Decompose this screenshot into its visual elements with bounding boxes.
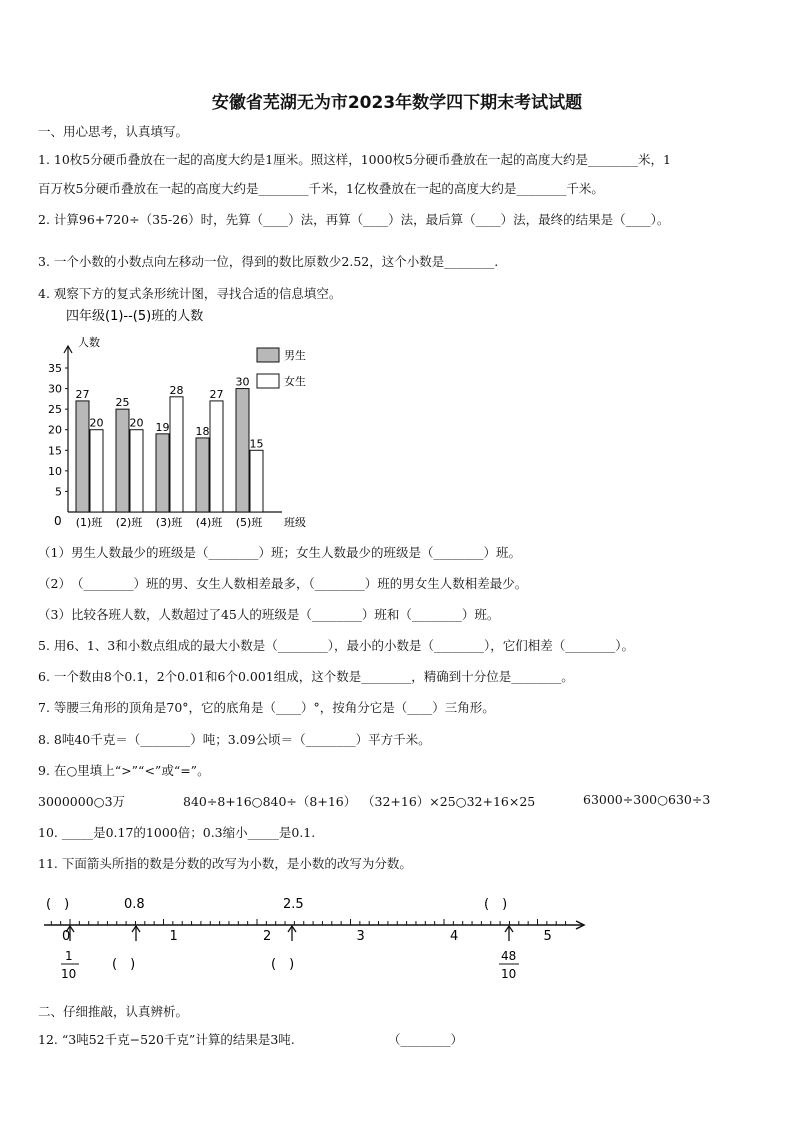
number-line-label: 4 [450,929,459,944]
question-9-item: 63000÷300○630÷3 [583,792,711,807]
legend-label-girls: 女生 [284,375,306,388]
bar-data-label: 27 [75,387,90,401]
y-tick-label: 5 [55,485,62,499]
number-line-label: 2 [263,929,272,944]
question-9-item: 3000000○3万 [38,794,126,809]
question-8: 8. 8吨40千克＝（________）吨；3.09公顷＝（________）平方千米。 [38,732,431,747]
fraction-numerator: 48 [501,949,517,963]
y-tick-label: 20 [48,423,62,437]
bar [196,438,209,512]
number-line-top-paren: ( ) [484,897,508,912]
x-category-label: (3)班 [155,516,183,529]
bar-data-label: 15 [249,437,264,451]
number-line-bottom-paren: ( ) [112,957,136,972]
question-4-3: （3）比较各班人数，人数超过了45人的班级是（________）班和（________）班。 [38,607,500,622]
question-2: 2. 计算96+720÷（35-26）时，先算（____）法，再算（____）法，最后算（____）法，最终的结果是（____）。 [38,212,670,227]
bar-data-label: 28 [169,383,184,397]
bar [90,430,103,512]
question-9: 9. 在○里填上“>”“<”或“=”。 [38,763,210,778]
question-9-item: 840÷8+16○840÷（8+16） [183,794,357,809]
legend-label-boys: 男生 [284,349,306,362]
number-line [38,888,598,988]
bar-chart [40,302,330,534]
question-10: 10. _____是0.17的1000倍；0.3缩小_____是0.1. [38,825,316,840]
question-6: 6. 一个数由8个0.1，2个0.01和6个0.001组成，这个数是________，精确到十分位是________。 [38,669,574,684]
bar [76,401,89,512]
x-category-label: (2)班 [115,516,143,529]
question-5: 5. 用6、1、3和小数点组成的最大小数是（________），最小的小数是（________），它们相差（________）。 [38,638,635,653]
bar [236,389,249,512]
number-line-bottom-paren: ( ) [271,957,295,972]
chart-xlabel: 班级 [284,516,306,529]
bar-data-label: 27 [209,387,224,401]
page-title: 安徽省芜湖无为市2023年数学四下期末考试试题 [211,93,583,113]
section-heading-1: 一、用心思考，认真填写。 [38,124,189,139]
bar-data-label: 25 [115,396,130,410]
number-line-top-paren: ( ) [46,897,70,912]
number-line-top-label: 2.5 [283,897,304,912]
question-4-1: （1）男生人数最少的班级是（________）班；女生人数最少的班级是（________）班。 [38,545,521,560]
bar-data-label: 30 [235,375,250,389]
bar [116,409,129,512]
number-line-label: 1 [169,929,178,944]
question-7: 7. 等腰三角形的顶角是70°，它的底角是（____）°，按角分它是（____）三角形。 [38,700,495,715]
bar [250,450,263,512]
fraction-denominator: 10 [61,967,77,981]
bar-data-label: 19 [155,420,170,434]
legend-swatch-boys [257,348,279,362]
bar-data-label: 20 [89,416,104,430]
chart-title: 四年级(1)--(5)班的人数 [66,309,204,324]
question-1b: 百万枚5分硬币叠放在一起的高度大约是________千米，1亿枚叠放在一起的高度大约是________千米。 [38,181,604,196]
x-category-label: (1)班 [75,516,103,529]
number-line-arrows [66,926,513,941]
section-heading-2: 二、仔细推敲，认真辨析。 [38,1004,189,1019]
x-category-label: (5)班 [235,516,263,529]
bar-data-label: 18 [195,424,210,438]
fraction-denominator: 10 [501,967,517,981]
bar-data-label: 20 [129,416,144,430]
number-line-label: 0 [62,929,71,944]
question-4-2: （2） （________）班的男、女生人数相差最多，（________）班的男女生人数相差最少。 [38,576,528,591]
answer-paren: （________） [388,1032,464,1047]
bar [170,397,183,512]
y-tick-label: 15 [48,444,62,458]
question-3: 3. 一个小数的小数点向左移动一位，得到的数比原数少2.52，这个小数是________. [38,254,499,269]
chart-ylabel: 人数 [78,336,100,349]
number-line-label: 3 [356,929,365,944]
y-tick-label: 35 [48,362,62,375]
x-category-label: (4)班 [195,516,223,529]
question-4: 4. 观察下方的复式条形统计图，寻找合适的信息填空。 [38,286,342,301]
number-line-label: 5 [543,929,552,944]
bar [130,430,143,512]
question-11: 11. 下面箭头所指的数是分数的改写为小数，是小数的改写为分数。 [38,856,412,871]
y-tick-label: 10 [48,464,62,478]
bar [210,401,223,512]
question-1a: 1. 10枚5分硬币叠放在一起的高度大约是1厘米。照这样，1000枚5分硬币叠放在一起的高度大约是________米，1 [38,152,671,167]
number-line-top-label: 0.8 [124,897,145,912]
question-9-item: （32+16）×25○32+16×25 [362,794,536,809]
legend-swatch-girls [257,374,279,388]
chart-origin-label: 0 [54,514,62,528]
bar [156,434,169,512]
question-12: 12. “3吨52千克−520千克”计算的结果是3吨. [38,1032,295,1047]
y-tick-label: 25 [48,403,62,417]
y-tick-label: 30 [48,382,62,396]
fraction-numerator: 1 [65,949,73,963]
